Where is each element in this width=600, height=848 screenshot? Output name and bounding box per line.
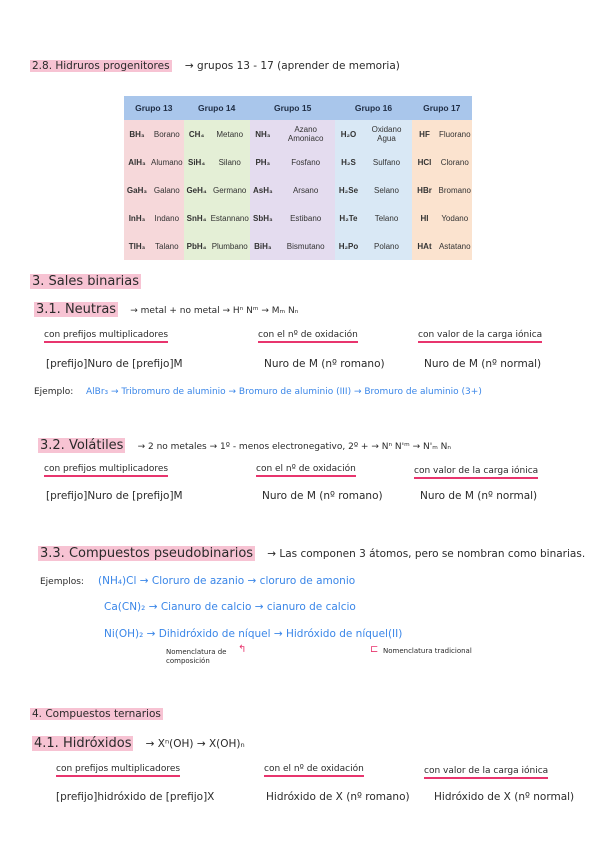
s33-annot-right: Nomenclatura tradicional <box>383 647 472 655</box>
section-3-3-title: 3.3. Compuestos pseudobinarios <box>40 546 254 561</box>
s33-examples-label: Ejemplos: <box>40 577 84 587</box>
hydride-formula: HCl <box>412 148 438 176</box>
table-row <box>124 176 472 204</box>
hydride-name: Arsano <box>276 176 336 204</box>
table-header-row <box>124 96 472 120</box>
section-4-1-title: 4.1. Hidróxidos <box>34 736 132 751</box>
s32-col3-formula: Nuro de M (nº normal) <box>420 490 538 502</box>
bracket-icon: ⊏ <box>370 644 379 655</box>
section-4-title: 4. Compuestos ternarios <box>32 708 161 720</box>
s41-col1-header: con prefijos multiplicadores <box>56 764 180 777</box>
section-3-2-title: 3.2. Volátiles <box>40 438 124 453</box>
hydride-name: Oxidano Agua <box>361 120 411 148</box>
hydride-formula: HF <box>412 120 438 148</box>
hydride-name: Talano <box>150 232 184 260</box>
s33-example-1: (NH₄)Cl → Cloruro de azanio → cloruro de amonio <box>98 575 356 587</box>
hydride-formula: GeH₄ <box>184 176 210 204</box>
hydride-formula: PbH₄ <box>184 232 210 260</box>
s31-col2-header: con el nº de oxidación <box>258 330 358 343</box>
hydride-formula: NH₃ <box>250 120 276 148</box>
hydride-name: Indano <box>150 204 184 232</box>
s32-col1-formula: [prefijo]Nuro de [prefijo]M <box>46 490 183 502</box>
section-2-8-heading <box>30 60 400 72</box>
hydride-formula: H₂Se <box>335 176 361 204</box>
s31-col3-header: con valor de la carga iónica <box>418 330 542 343</box>
s33-annot-left: Nomenclatura de composición <box>166 648 227 665</box>
hydride-name: Estibano <box>276 204 336 232</box>
s32-col2-header: con el nº de oxidación <box>256 464 356 477</box>
table-row <box>124 232 472 260</box>
section-3-title: 3. Sales binarias <box>32 274 140 289</box>
section-3-1-note: → metal + no metal → Hⁿ Nᵐ → Mₘ Nₙ <box>130 306 299 316</box>
hydride-formula: HI <box>412 204 438 232</box>
s31-col3-formula: Nuro de M (nº normal) <box>424 358 542 370</box>
hydride-name: Yodano <box>438 204 472 232</box>
section-3-3-note: → Las componen 3 átomos, pero se nombran como binarias. <box>267 548 586 560</box>
section-2-8-note: → grupos 13 - 17 (aprender de memoria) <box>184 60 400 72</box>
s33-example-3: Ni(OH)₂ → Dihidróxido de níquel → Hidróxido de níquel(II) <box>104 628 403 640</box>
section-4-heading <box>30 708 163 720</box>
hydride-formula: TlH₃ <box>124 232 150 260</box>
section-3-heading <box>30 274 141 289</box>
s31-example: AlBr₃ → Tribromuro de aluminio → Bromuro de aluminio (III) → Bromuro de aluminio (3+) <box>86 387 482 397</box>
table-row <box>124 120 472 148</box>
hydride-name: Plumbano <box>210 232 250 260</box>
header-group-14: Grupo 14 <box>184 96 250 120</box>
hydride-name: Polano <box>361 232 411 260</box>
s41-col3-formula: Hidróxido de X (nº normal) <box>434 791 575 803</box>
hydride-formula: BH₃ <box>124 120 150 148</box>
hydride-formula: SnH₄ <box>184 204 210 232</box>
hydride-name: Metano <box>210 120 250 148</box>
s31-example-label: Ejemplo: <box>34 387 74 397</box>
s31-col1-formula: [prefijo]Nuro de [prefijo]M <box>46 358 183 370</box>
hydride-name: Selano <box>361 176 411 204</box>
hydride-name: Estannano <box>210 204 250 232</box>
s31-col2-formula: Nuro de M (nº romano) <box>264 358 385 370</box>
hydride-name: Silano <box>210 148 250 176</box>
section-3-3-heading <box>38 546 585 561</box>
s41-col1-formula: [prefijo]hidróxido de [prefijo]X <box>56 791 215 803</box>
hydride-name: Telano <box>361 204 411 232</box>
s41-col2-formula: Hidróxido de X (nº romano) <box>266 791 410 803</box>
s31-col1-header: con prefijos multiplicadores <box>44 330 168 343</box>
hydride-name: Clorano <box>438 148 472 176</box>
hydride-formula: HBr <box>412 176 438 204</box>
hydride-formula: AlH₃ <box>124 148 150 176</box>
table-row <box>124 148 472 176</box>
hydride-name: Borano <box>150 120 184 148</box>
section-3-2-note: → 2 no metales → 1º - menos electronegativo, 2º + → Nⁿ N'ᵐ → N'ₘ Nₙ <box>137 442 451 452</box>
hydride-formula: PH₃ <box>250 148 276 176</box>
section-2-8-title: 2.8. Hidruros progenitores <box>32 60 170 72</box>
header-group-17: Grupo 17 <box>412 96 472 120</box>
hydrides-table <box>124 96 472 260</box>
hydride-name: Bismutano <box>276 232 336 260</box>
hydride-name: Alumano <box>150 148 184 176</box>
s41-col3-header: con valor de la carga iónica <box>424 766 548 779</box>
section-3-2-heading <box>38 438 451 453</box>
hydride-formula: HAt <box>412 232 438 260</box>
hydride-name: Germano <box>210 176 250 204</box>
hydride-formula: CH₄ <box>184 120 210 148</box>
hydride-formula: BiH₃ <box>250 232 276 260</box>
hydride-formula: InH₃ <box>124 204 150 232</box>
hydride-formula: SiH₄ <box>184 148 210 176</box>
hydride-formula: H₂Po <box>335 232 361 260</box>
hydride-formula: H₂S <box>335 148 361 176</box>
s32-col3-header: con valor de la carga iónica <box>414 466 538 479</box>
s41-col2-header: con el nº de oxidación <box>264 764 364 777</box>
hydride-formula: GaH₃ <box>124 176 150 204</box>
hydride-name: Azano Amoniaco <box>276 120 336 148</box>
header-group-15: Grupo 15 <box>250 96 336 120</box>
section-3-1-heading <box>34 302 298 317</box>
section-4-1-heading <box>32 736 245 751</box>
header-group-13: Grupo 13 <box>124 96 184 120</box>
hydride-name: Sulfano <box>361 148 411 176</box>
hydride-name: Galano <box>150 176 184 204</box>
s32-col1-header: con prefijos multiplicadores <box>44 464 168 477</box>
hydride-formula: H₂O <box>335 120 361 148</box>
header-group-16: Grupo 16 <box>335 96 411 120</box>
hydride-name: Fluorano <box>438 120 472 148</box>
table-row <box>124 204 472 232</box>
section-4-1-note: → Xⁿ(OH) → X(OH)ₙ <box>145 738 245 750</box>
section-3-1-title: 3.1. Neutras <box>36 302 117 317</box>
hydride-formula: H₂Te <box>335 204 361 232</box>
hydride-name: Fosfano <box>276 148 336 176</box>
arrow-up-icon: ↰ <box>238 644 247 655</box>
hydride-name: Bromano <box>438 176 472 204</box>
hydride-name: Astatano <box>438 232 472 260</box>
s32-col2-formula: Nuro de M (nº romano) <box>262 490 383 502</box>
hydride-formula: SbH₃ <box>250 204 276 232</box>
s33-example-2: Ca(CN)₂ → Cianuro de calcio → cianuro de calcio <box>104 601 356 613</box>
hydride-formula: AsH₃ <box>250 176 276 204</box>
